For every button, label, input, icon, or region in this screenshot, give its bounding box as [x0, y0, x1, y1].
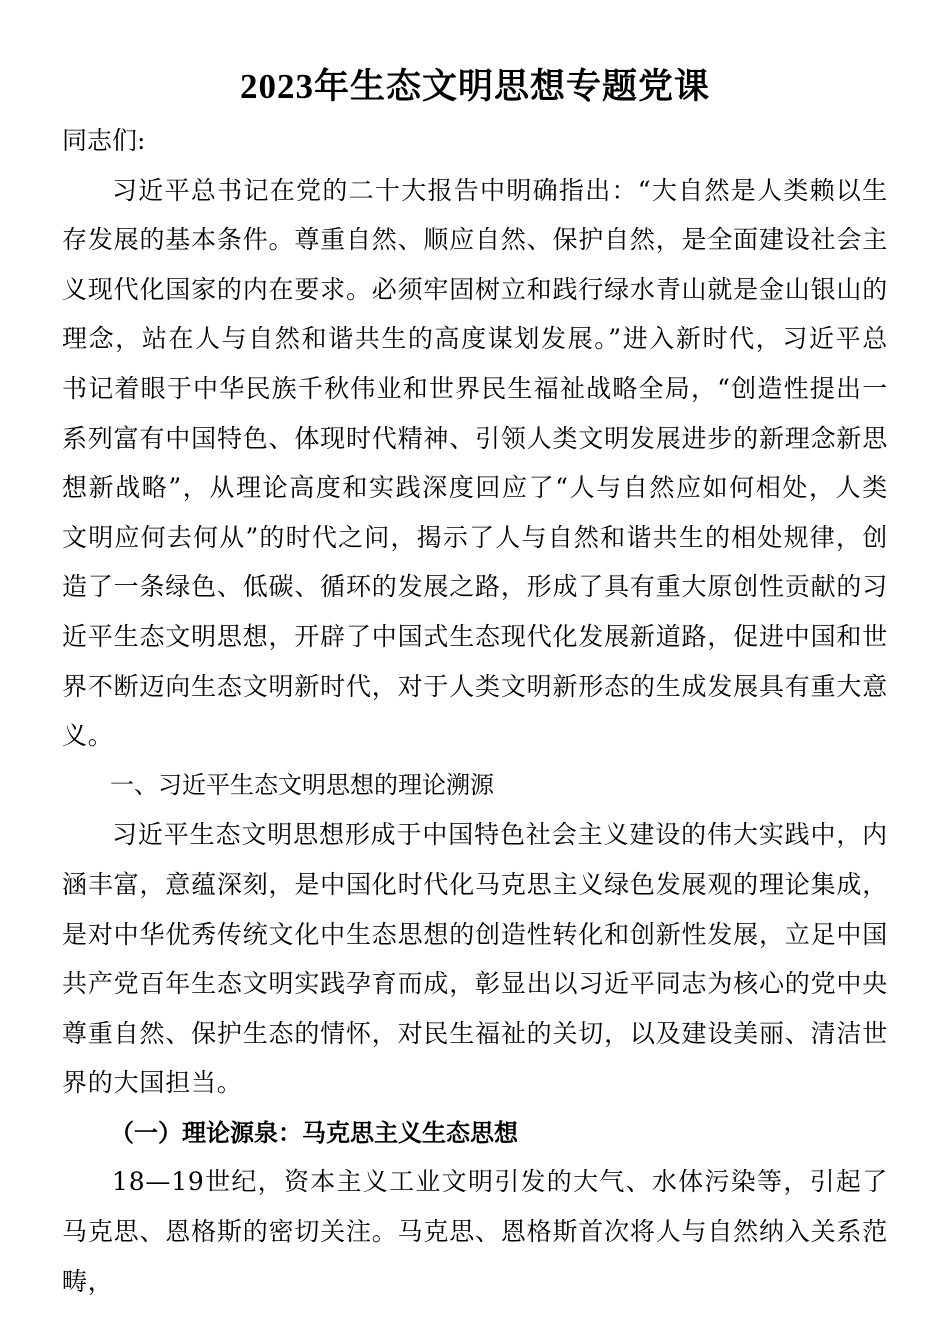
paragraph-section-1: 习近平生态文明思想形成于中国特色社会主义建设的伟大实践中，内涵丰富，意蕴深刻，是中国化时代化马克思主义绿色发展观的理论集成，是对中华优秀传统文化中生态思想的创造性转化和创新性发展，立足中国共产党百年生态文明实践孕育而成，彰显出以习近平同志为核心的党中央尊重自然、保护生态的情怀，对民生福祉的关切，以及建设美丽、清洁世界的大国担当。	[62, 820, 888, 1098]
salutation: 同志们:	[62, 126, 146, 155]
document-body	[62, 116, 888, 1306]
document-title: 2023年生态文明思想专题党课	[239, 67, 710, 106]
paragraph-intro: 习近平总书记在党的二十大报告中明确指出：“大自然是人类赖以生存发展的基本条件。尊重自然、顺应自然、保护自然，是全面建设社会主义现代化国家的内在要求。必须牢固树立和践行绿水青山就是金山银山的理念，站在人与自然和谐共生的高度谋划发展。”进入新时代，习近平总书记着眼于中华民族千秋伟业和世界民生福祉战略全局，“创造性提出一系列富有中国特色、体现时代精神、引领人类文明发展进步的新理念新思想新战略”，从理论高度和实践深度回应了“人与自然应如何相处，人类文明应何去何从”的时代之问，揭示了人与自然和谐共生的相处规律，创造了一条绿色、低碳、循环的发展之路，形成了具有重大原创性贡献的习近平生态文明思想，开辟了中国式生态现代化发展新道路，促进中国和世界不断迈向生态文明新时代，对于人类文明新形态的生成发展具有重大意义。	[62, 175, 888, 751]
section-heading-1: 一、习近平生态文明思想的理论溯源	[110, 770, 494, 799]
subsection-heading-1: （一）理论源泉：马克思主义生态思想	[110, 1117, 518, 1147]
paragraph-subsection-1: 18—19世纪，资本主义工业文明引发的大气、水体污染等，引起了马克思、恩格斯的密切关注。马克思、恩格斯首次将人与自然纳入关系范畴，	[62, 1167, 888, 1296]
